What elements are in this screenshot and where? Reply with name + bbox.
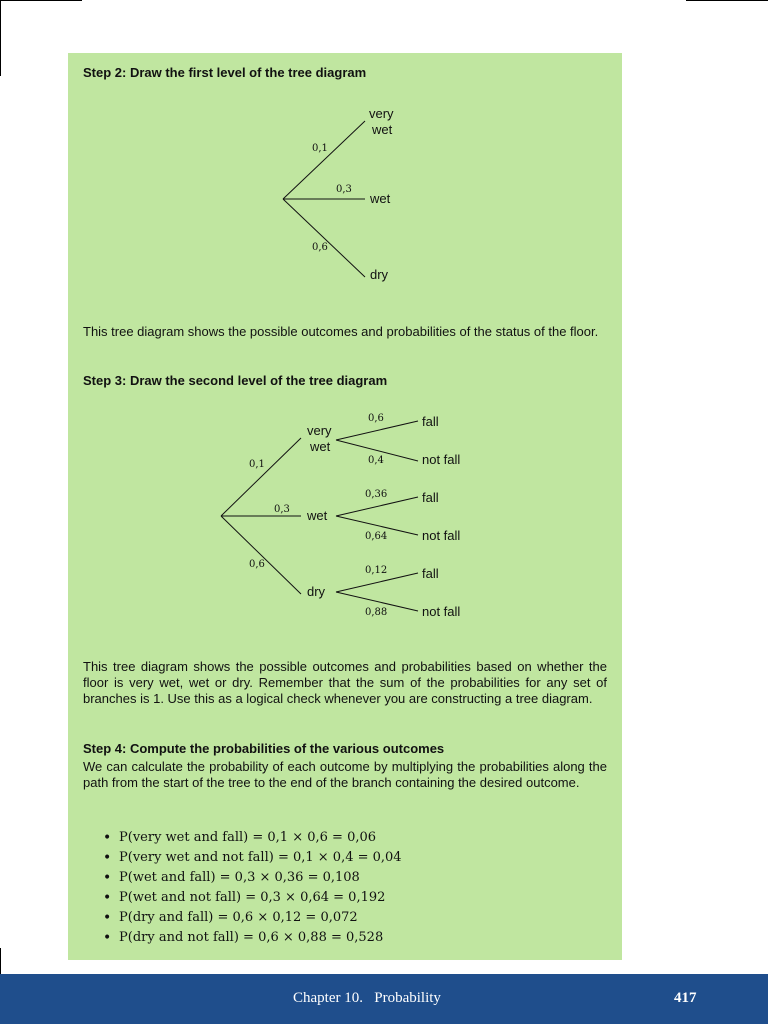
list-item: • P(very wet and not fall) = 0,1 × 0,4 = 0,04 [83, 848, 603, 868]
outcome-very-wet-line1: very [307, 423, 332, 438]
prob-very-wet-not-fall: 0,4 [368, 455, 384, 466]
crop-mark [0, 948, 1, 974]
page-number: 417 [674, 990, 697, 1006]
prob-very-wet-fall: 0,6 [368, 413, 384, 424]
outcome-probabilities-list [83, 828, 603, 948]
outcome-dry-fall: fall [422, 566, 439, 581]
outcome-wet-fall: fall [422, 490, 439, 505]
crop-mark [0, 0, 1, 76]
second-level-tree-diagram [68, 53, 622, 633]
prob-dry-fall: 0,12 [365, 565, 388, 576]
list-item: • P(dry and not fall) = 0,6 × 0,88 = 0,528 [83, 928, 603, 948]
chapter-title: Chapter 10. Probability [293, 990, 441, 1006]
step4-text: We can calculate the probability of each outcome by multiplying the probabilities along the path from the start of the tree to the end of the branch containing the desired outcome. [83, 759, 607, 790]
outcome-very-wet-not-fall: not fall [422, 452, 461, 467]
crop-mark [686, 0, 768, 1]
page-footer [0, 974, 768, 1024]
prob-dry-not-fall: 0,88 [365, 607, 388, 618]
outcome-wet-not-fall: not fall [422, 528, 461, 543]
step2-caption: This tree diagram shows the possible outcomes and probabilities of the status of the floor. [83, 324, 599, 339]
prob-dry: 0,6 [249, 559, 265, 570]
list-item: • P(dry and fall) = 0,6 × 0,12 = 0,072 [83, 908, 603, 928]
outcome-dry: dry [307, 584, 326, 599]
outcome-very-wet-fall: fall [422, 414, 439, 429]
outcome-dry-not-fall: not fall [422, 604, 461, 619]
branch-dry [221, 516, 301, 594]
outcome-very-wet-line1: very [369, 106, 394, 121]
worked-example-box [68, 53, 622, 960]
step4-heading: Step 4: Compute the probabilities of the various outcomes [83, 741, 445, 756]
prob-wet: 0,3 [274, 504, 290, 515]
list-item: • P(wet and fall) = 0,3 × 0,36 = 0,108 [83, 868, 603, 888]
prob-wet-fall: 0,36 [365, 489, 388, 500]
prob-very-wet: 0,1 [249, 459, 265, 470]
step3-heading: Step 3: Draw the second level of the tree diagram [83, 373, 388, 388]
prob-wet-not-fall: 0,64 [365, 531, 388, 542]
outcome-very-wet-line2: wet [372, 122, 393, 137]
prob-wet: 0,3 [336, 184, 352, 195]
list-item: • P(wet and not fall) = 0,3 × 0,64 = 0,192 [83, 888, 603, 908]
outcome-very-wet-line2: wet [310, 439, 331, 454]
outcome-wet: wet [370, 191, 391, 206]
prob-very-wet: 0,1 [312, 143, 328, 154]
prob-dry: 0,6 [312, 242, 328, 253]
outcome-dry: dry [370, 267, 389, 282]
step3-caption: This tree diagram shows the possible outcomes and probabilities based on whether the floor is very wet, wet or dry. Remember that the sum of the probabilities for any set of branches is 1. Use this as a logical check whenever you are constructing a tree diagram. [83, 659, 607, 706]
crop-mark [0, 0, 82, 1]
list-item: • P(very wet and fall) = 0,1 × 0,6 = 0,06 [83, 828, 603, 848]
step2-heading: Step 2: Draw the first level of the tree diagram [83, 65, 367, 80]
outcome-wet: wet [307, 508, 328, 523]
